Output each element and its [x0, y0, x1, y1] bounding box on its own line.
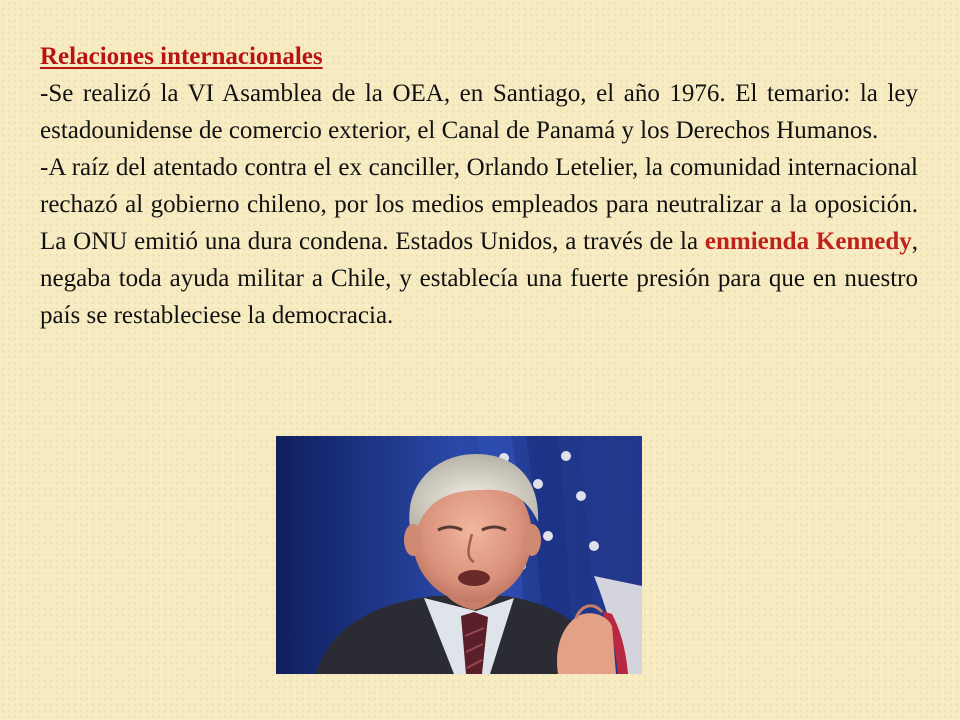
- kennedy-portrait-photo: [276, 436, 642, 674]
- paragraph-oea-assembly: -Se realizó la VI Asamblea de la OEA, en Santiago, el año 1976. El temario: la ley estadounidense de comercio exterior, el Canal de Panamá y los Derechos Humanos.: [40, 80, 918, 144]
- paragraph-letelier-start: -A raíz del atentado contra el ex canciller, Orlando Letelier, la comunidad internacional rechazó al gobierno chileno, por los medios empleados para neutralizar a la oposición. La ONU emitió una dura condena. Estados Unidos, a través de la: [40, 154, 918, 255]
- slide-text: [40, 38, 918, 334]
- slide-heading: Relaciones internacionales: [40, 43, 323, 70]
- kennedy-amendment-highlight: enmienda Kennedy: [704, 228, 912, 255]
- paragraph-letelier: [40, 149, 918, 334]
- paragraph-letelier-end: , negaba toda ayuda militar a Chile, y establecía una fuerte presión para que en nuestro país se restableciese la democracia.: [40, 228, 918, 329]
